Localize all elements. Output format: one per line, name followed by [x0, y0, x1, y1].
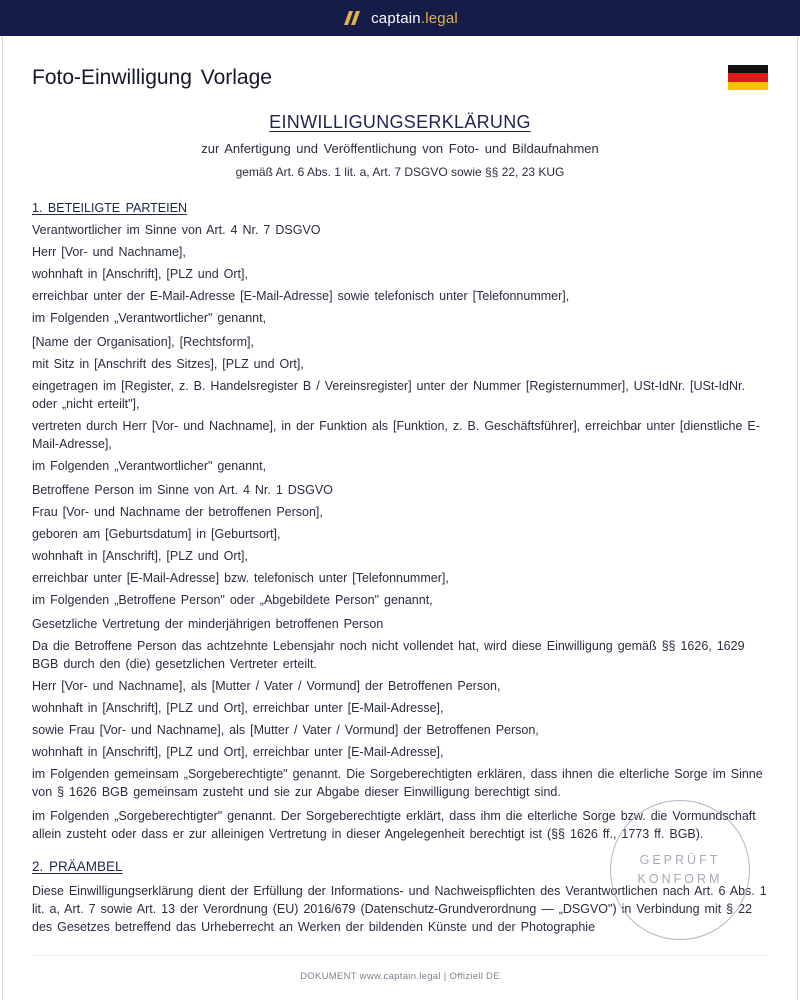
single-guardian-text: im Folgenden „Sorgeberechtigter" genannt. Der Sorgeberechtigte erklärt, dass ihm die elterliche Sorge bzw. die Vormundschaft allein zusteht oder dass er zur alleinigen Vertretung in dieser Angelegenheit berechtigt ist (§§ 1626 ff., 1773 ff. BGB).: [32, 809, 756, 841]
document-heading: EINWILLIGUNGSERKLÄRUNG: [269, 112, 531, 132]
data-subject-block: [32, 481, 768, 609]
controller-person-heading: Verantwortlicher im Sinne von Art. 4 Nr. 7 DSGVO: [32, 223, 321, 237]
data-subject-line: geboren am [Geburtsdatum] in [Geburtsort],: [32, 527, 281, 541]
guardians-line: im Folgenden gemeinsam „Sorgeberechtigte" genannt. Die Sorgeberechtigten erklären, dass ihnen die elterliche Sorge im Sinne von § 1626 BGB gemeinsam zusteht und sie zur Abgabe dieser Einwilligung berechtigt sind.: [32, 767, 763, 799]
controller-person-block: [32, 221, 768, 327]
section-2-title: 2. PRÄAMBEL: [32, 859, 123, 874]
guardians-line: wohnhaft in [Anschrift], [PLZ und Ort], erreichbar unter [E-Mail-Adresse],: [32, 701, 444, 715]
preamble-text: Diese Einwilligungserklärung dient der Erfüllung der Informations- und Nachweispflichten des Verantwortlichen nach Art. 6 Abs. 1 lit. a, Art. 7 sowie Art. 13 der Verordnung (EU) 2016/679 (Datenschutz-Grundverordnung — „DSGVO") in Verbindung mit § 22 des Gesetzes betreffend das Urheberrecht an Werken der bildenden Künste und der Photographie: [32, 884, 767, 934]
data-subject-line: wohnhaft in [Anschrift], [PLZ und Ort],: [32, 549, 248, 563]
section-1-title: 1. BETEILIGTE PARTEIEN: [32, 201, 187, 215]
data-subject-heading: Betroffene Person im Sinne von Art. 4 Nr. 1 DSGVO: [32, 483, 333, 497]
brand-name-suffix: .legal: [420, 9, 458, 27]
guardians-line: Herr [Vor- und Nachname], als [Mutter / Vater / Vormund] der Betroffenen Person,: [32, 679, 501, 693]
guardians-line: sowie Frau [Vor- und Nachname], als [Mutter / Vater / Vormund] der Betroffenen Person,: [32, 723, 539, 737]
guardians-heading: Gesetzliche Vertretung der minderjährigen betroffenen Person: [32, 617, 384, 631]
brand-mark-icon: [342, 10, 362, 26]
document-subtitle: zur Anfertigung und Veröffentlichung von Foto- und Bildaufnahmen: [201, 141, 599, 156]
controller-org-line: [Name der Organisation], [Rechtsform],: [32, 335, 254, 349]
footer-text: DOKUMENT www.captain.legal | Offiziell DE: [300, 971, 500, 982]
controller-org-block: [32, 333, 768, 475]
german-flag-icon: [728, 65, 768, 90]
flag-stripe-red: [728, 73, 768, 81]
verified-stamp: [610, 800, 750, 940]
guardians-line: Da die Betroffene Person das achtzehnte Lebensjahr noch nicht vollendet hat, wird diese Einwilligung gemäß §§ 1626, 1629 BGB durch den (die) gesetzlichen Vertreter erteilt.: [32, 639, 745, 671]
controller-person-line: Herr [Vor- und Nachname],: [32, 245, 186, 259]
flag-stripe-black: [728, 65, 768, 73]
controller-org-line: vertreten durch Herr [Vor- und Nachname], in der Funktion als [Funktion, z. B. Geschäftsführer], erreichbar unter [dienstliche E-Mail-Adresse],: [32, 419, 760, 451]
controller-person-line: im Folgenden „Verantwortlicher" genannt,: [32, 311, 267, 325]
legal-basis: gemäß Art. 6 Abs. 1 lit. a, Art. 7 DSGVO sowie §§ 22, 23 KUG: [235, 165, 565, 179]
footer-divider: [32, 955, 768, 956]
stamp-line-1: GEPRÜFT: [639, 853, 721, 867]
top-bar: [0, 0, 800, 36]
document-title: Foto-Einwilligung Vorlage: [32, 66, 272, 89]
controller-org-line: im Folgenden „Verantwortlicher" genannt,: [32, 459, 267, 473]
controller-person-line: erreichbar unter der E-Mail-Adresse [E-Mail-Adresse] sowie telefonisch unter [Telefonnummer],: [32, 289, 570, 303]
guardians-line: wohnhaft in [Anschrift], [PLZ und Ort], erreichbar unter [E-Mail-Adresse],: [32, 745, 444, 759]
data-subject-line: erreichbar unter [E-Mail-Adresse] bzw. telefonisch unter [Telefonnummer],: [32, 571, 449, 585]
brand-name-main: captain: [371, 9, 421, 27]
controller-org-line: mit Sitz in [Anschrift des Sitzes], [PLZ und Ort],: [32, 357, 304, 371]
brand-logo[interactable]: [342, 10, 458, 27]
guardians-block: [32, 615, 768, 801]
data-subject-line: im Folgenden „Betroffene Person" oder „Abgebildete Person" genannt,: [32, 593, 433, 607]
flag-stripe-gold: [728, 82, 768, 90]
stamp-line-2: KONFORM: [637, 872, 723, 886]
data-subject-line: Frau [Vor- und Nachname der betroffenen Person],: [32, 505, 323, 519]
controller-person-line: wohnhaft in [Anschrift], [PLZ und Ort],: [32, 267, 248, 281]
brand-name: [371, 10, 458, 27]
controller-org-line: eingetragen im [Register, z. B. Handelsregister B / Vereinsregister] unter der Nummer [Registernummer], USt-IdNr. [USt-IdNr. oder „nicht erteilt"],: [32, 379, 745, 411]
